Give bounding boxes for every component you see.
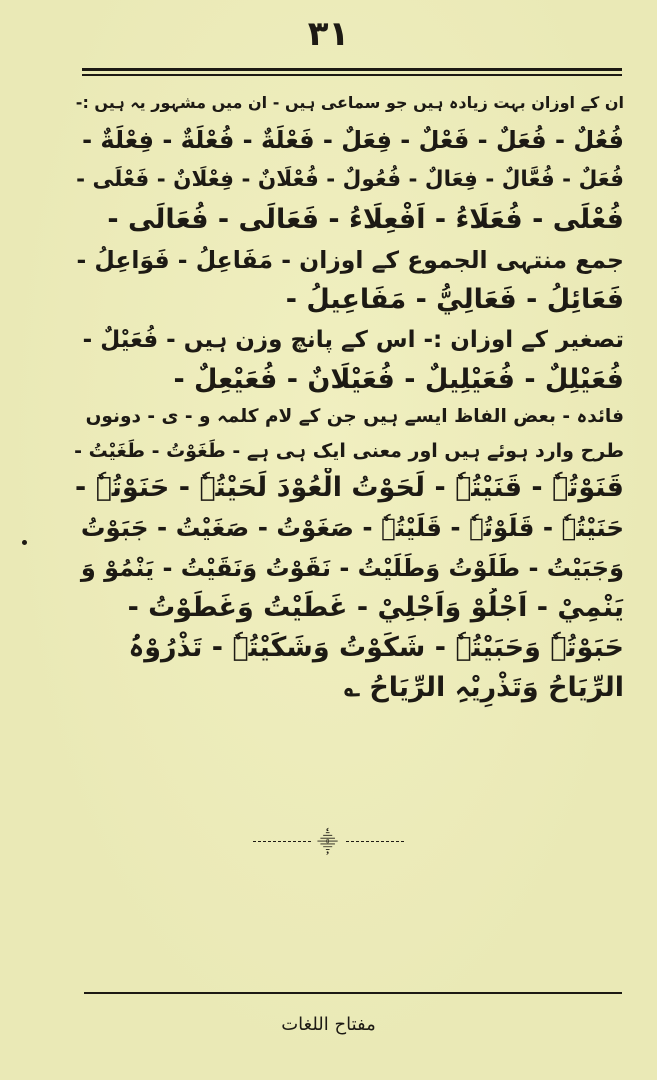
text-line: وَجَبَيْتُ - طَلَوْتُ وَطَلَيْتُ - نَقَوْتُ وَنَقَيْتُ - يَنْمُوْ وَ (80, 554, 624, 582)
ink-speck (22, 540, 27, 545)
text-line: فُعَلٌ - فُعَّالٌ - فِعَالٌ - فُعُولٌ - فُعْلَانٌ - فِعْلَانٌ - فَعْلَى - (76, 167, 624, 192)
text-line: قَنَوْتُہٗ - قَنَيْتُہٗ - لَحَوْتُ الْعُوْدَ لَحَيْتُہٗ - حَنَوْتُہٗ - (74, 472, 624, 503)
page-body (74, 86, 624, 708)
top-rule-secondary (82, 74, 622, 76)
ornament-dash-left (253, 841, 311, 842)
text-line: حَبَوْتُہٗ وَحَبَيْتُہٗ - شَكَوْتُ وَشَكَيْتُہٗ - تَذْرُوْہُ (128, 632, 624, 663)
text-line: فُعْلَى - فُعَلَاءُ - اَفْعِلَاءُ - فَعَالَى - فُعَالَى - (107, 204, 624, 235)
text-line: جمع منتہی الجموع کے اوزان - مَفَاعِلُ - فَوَاعِلُ - (76, 246, 624, 274)
book-title-footer: مفتاح اللغات (281, 1014, 376, 1035)
text-line: فُعَيْلِلٌ - فُعَيْلِيلٌ - فُعَيْلَانٌ - فُعَيْعِلٌ - (173, 364, 624, 395)
top-rule (82, 68, 622, 71)
page-number: ۳۱ (307, 14, 350, 54)
text-line: الرِّيَاحُ وَتَذْرِيْہِ الرِّيَاحُ ؎ (344, 672, 624, 703)
text-line: يَنْمِيْ - اَجْلُوْ وَاَجْلِيْ - غَطَيْتُ وَغَطَوْتُ - (127, 592, 624, 623)
text-line: طرح وارد ہوئے ہیں اور معنی ایک ہی ہے - طَغَوْتُ - طَغَيْتُ - (74, 440, 624, 462)
section-ornament (0, 828, 657, 855)
text-line: حَنَيْتُہٗ - قَلَوْتُہٗ - قَلَيْتُہٗ - صَغَوْتُ - صَغَيْتُ - جَبَوْتُ (80, 513, 624, 542)
text-line: تصغیر کے اوزان :- اس کے پانچ وزن ہیں - فُعَيْلٌ - (82, 327, 624, 353)
bottom-rule (84, 992, 622, 994)
text-line: فائدہ - بعض الفاظ ایسے ہیں جن کے لام کلمہ و - ی - دونوں (85, 406, 624, 427)
text-line: فُعُلٌ - فُعَلٌ - فَعْلٌ - فِعَلٌ - فَعْلَةٌ - فُعْلَةٌ - فِعْلَةٌ - (82, 126, 624, 154)
text-line: فَعَائِلُ - فَعَالِيُّ - مَفَاعِيلُ - (285, 284, 624, 315)
text-line: ان کے اوزان بہت زیادہ ہیں جو سماعی ہیں - ان میں مشہور یہ ہیں :- (75, 93, 624, 112)
ornament-center: ⸎ (317, 830, 340, 854)
ornament-dash-right (346, 841, 404, 842)
